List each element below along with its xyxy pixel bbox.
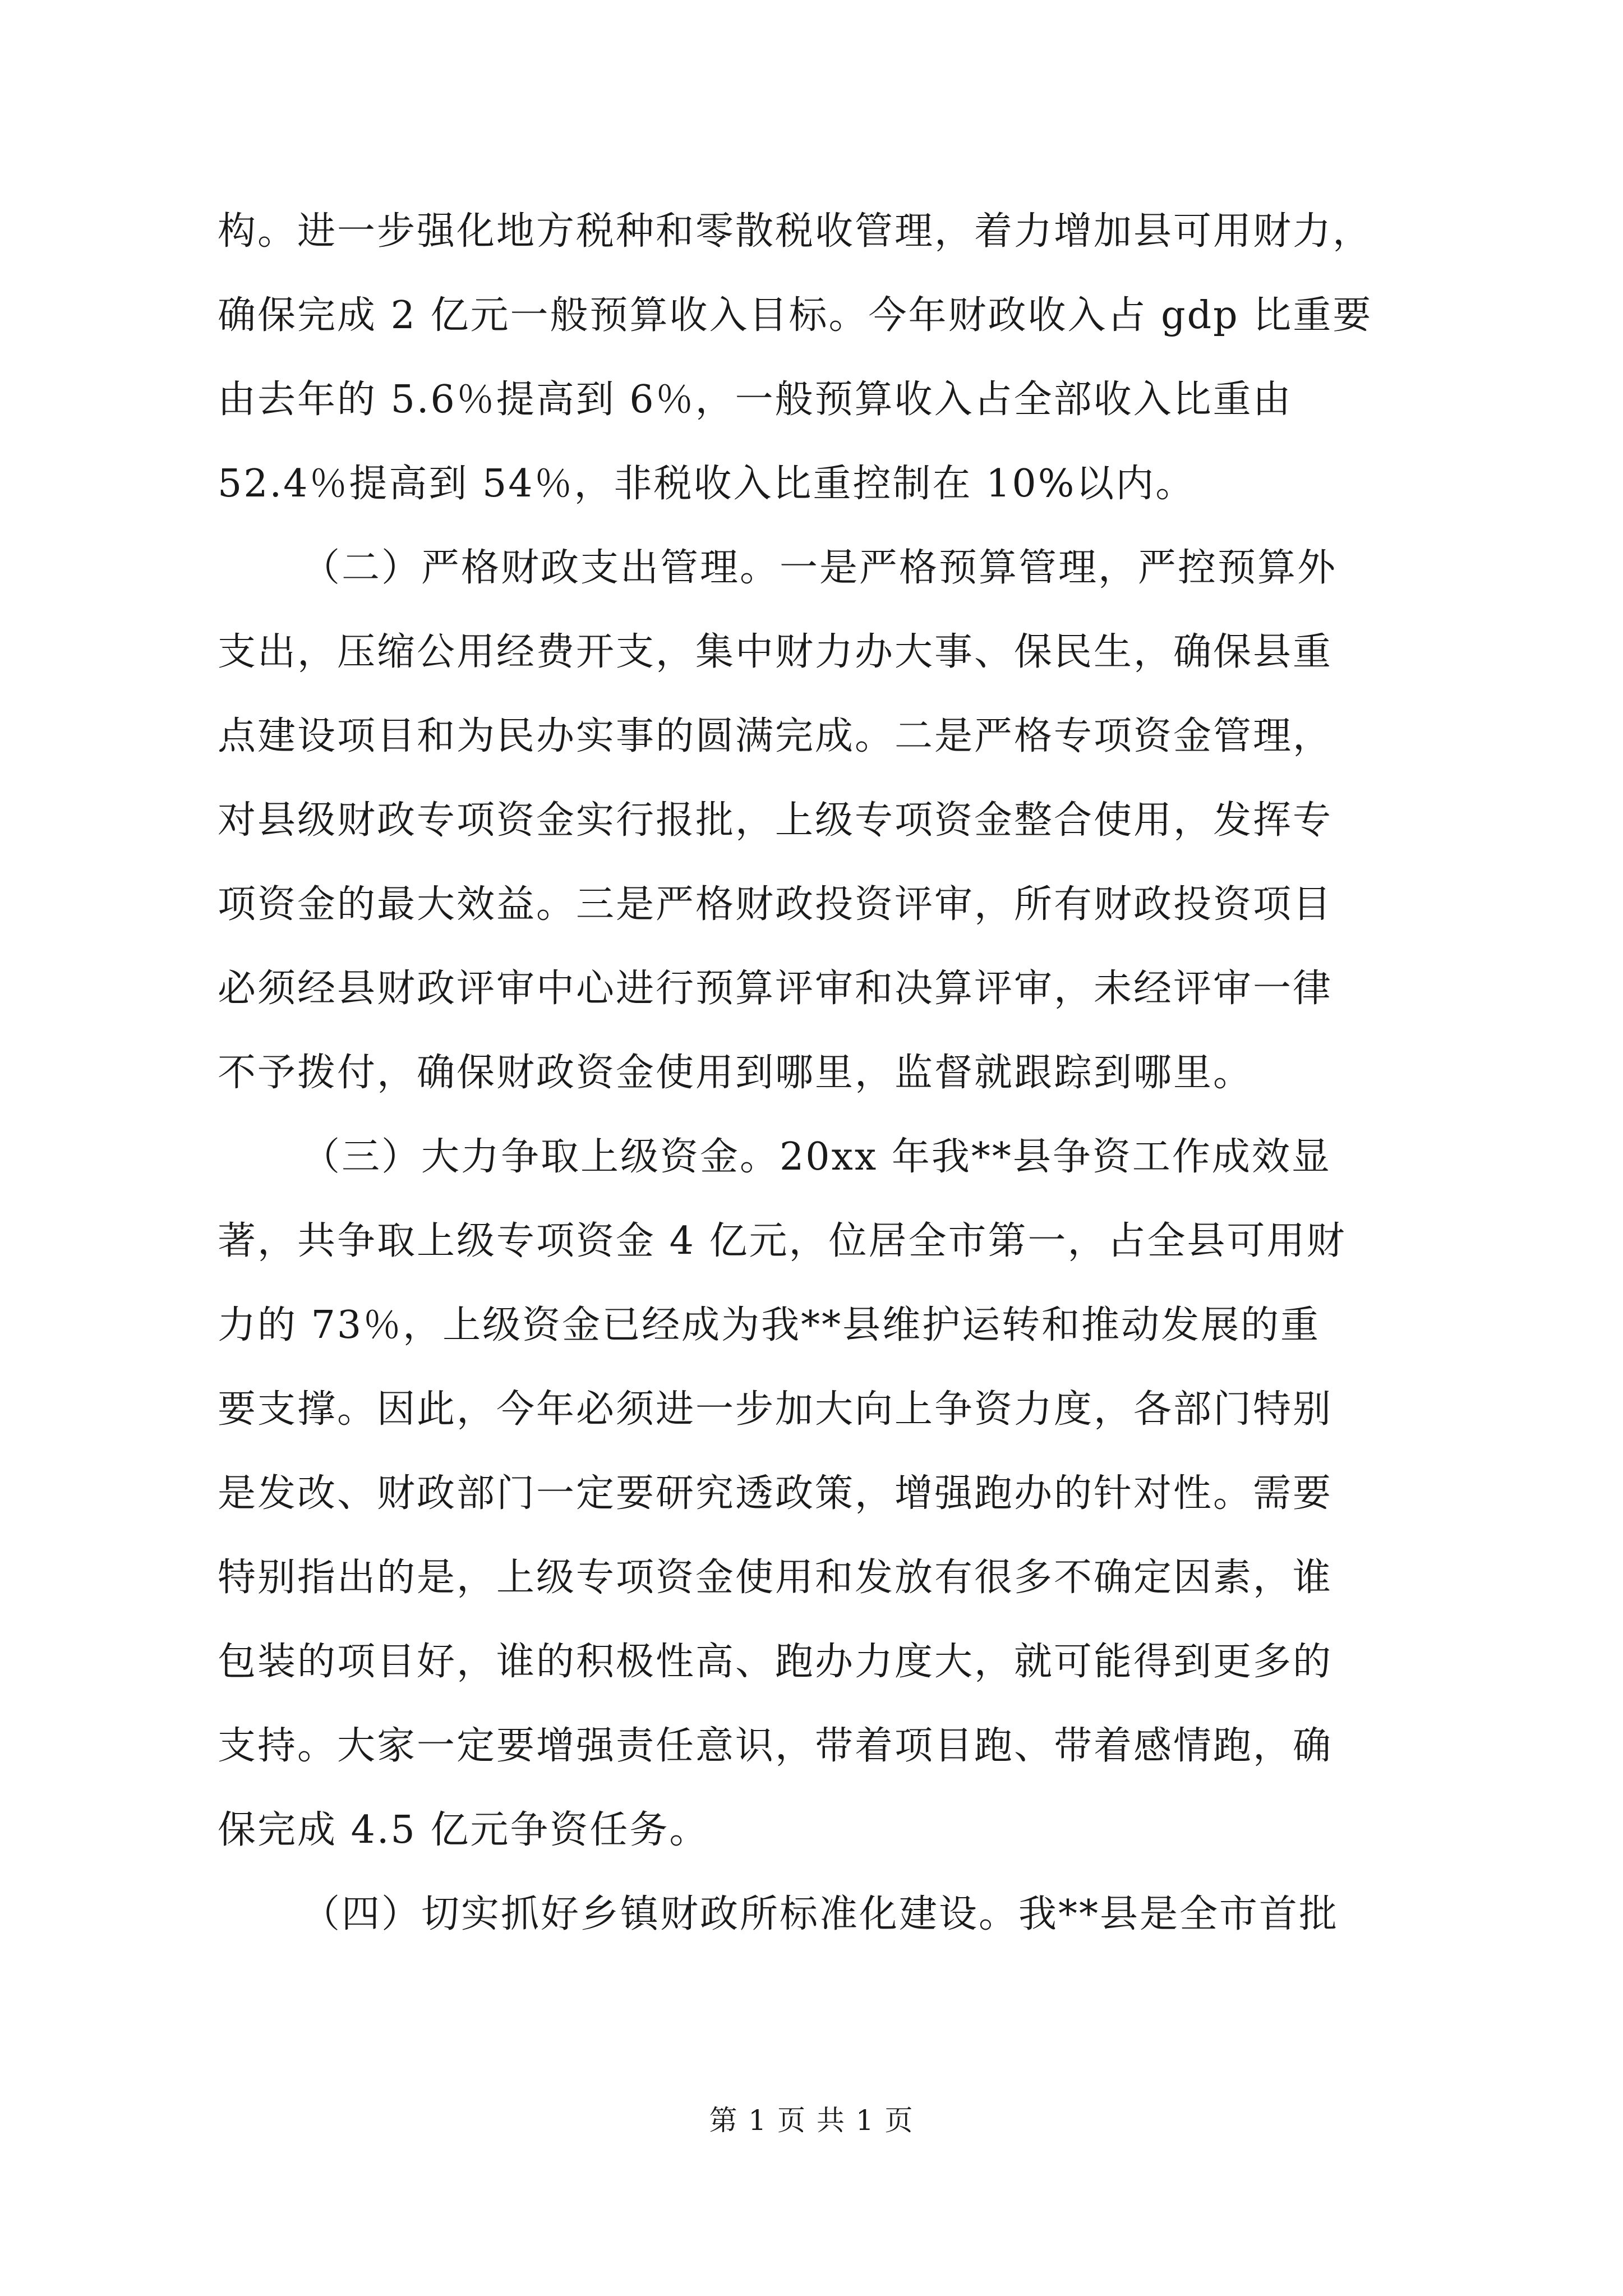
text-line: 支出，压缩公用经费开支，集中财力办大事、保民生，确保县重 (218, 630, 1333, 674)
document-body (218, 190, 1451, 1957)
text-line: 支持。大家一定要增强责任意识，带着项目跑、带着感情跑，确 (218, 1724, 1333, 1768)
paragraph-heading-3: （三）大力争取上级资金。20xx 年我**县争资工作成效显 (302, 1135, 1331, 1179)
text-line: 包装的项目好，谁的积极性高、跑办力度大，就可能得到更多的 (218, 1640, 1333, 1684)
text-line: 特别指出的是，上级专项资金使用和发放有很多不确定因素，谁 (218, 1556, 1333, 1600)
text-line: 由去年的 5.6％提高到 6％，一般预算收入占全部收入比重由 (218, 378, 1293, 422)
text-line: 不予拨付，确保财政资金使用到哪里，监督就跟踪到哪里。 (218, 1051, 1253, 1095)
text-line: 著，共争取上级专项资金 4 亿元，位居全市第一，占全县可用财 (218, 1219, 1347, 1263)
paragraph-heading-2: （二）严格财政支出管理。一是严格预算管理，严控预算外 (302, 546, 1338, 590)
text-line: 要支撑。因此，今年必须进一步加大向上争资力度，各部门特别 (218, 1387, 1333, 1432)
text-line: 点建设项目和为民办实事的圆满完成。二是严格专项资金管理， (218, 714, 1333, 758)
page-footer: 第 1 页 共 1 页 (709, 2104, 914, 2137)
text-line: 必须经县财政评审中心进行预算评审和决算评审，未经评审一律 (218, 967, 1333, 1011)
text-line: 52.4％提高到 54％，非税收入比重控制在 10%以内。 (218, 462, 1196, 506)
text-line: 对县级财政专项资金实行报批，上级专项资金整合使用，发挥专 (218, 798, 1333, 843)
text-line: 是发改、财政部门一定要研究透政策，增强跑办的针对性。需要 (218, 1471, 1333, 1516)
text-line: 保完成 4.5 亿元争资任务。 (218, 1808, 709, 1852)
text-line: 项资金的最大效益。三是严格财政投资评审，所有财政投资项目 (218, 882, 1333, 927)
text-line: 构。进一步强化地方税种和零散税收管理，着力增加县可用财力， (218, 209, 1373, 254)
text-line: 确保完成 2 亿元一般预算收入目标。今年财政收入占 gdp 比重要 (218, 293, 1373, 338)
paragraph-heading-4: （四）切实抓好乡镇财政所标准化建设。我**县是全市首批 (302, 1892, 1339, 1936)
text-line: 力的 73％，上级资金已经成为我**县维护运转和推动发展的重 (218, 1303, 1321, 1347)
